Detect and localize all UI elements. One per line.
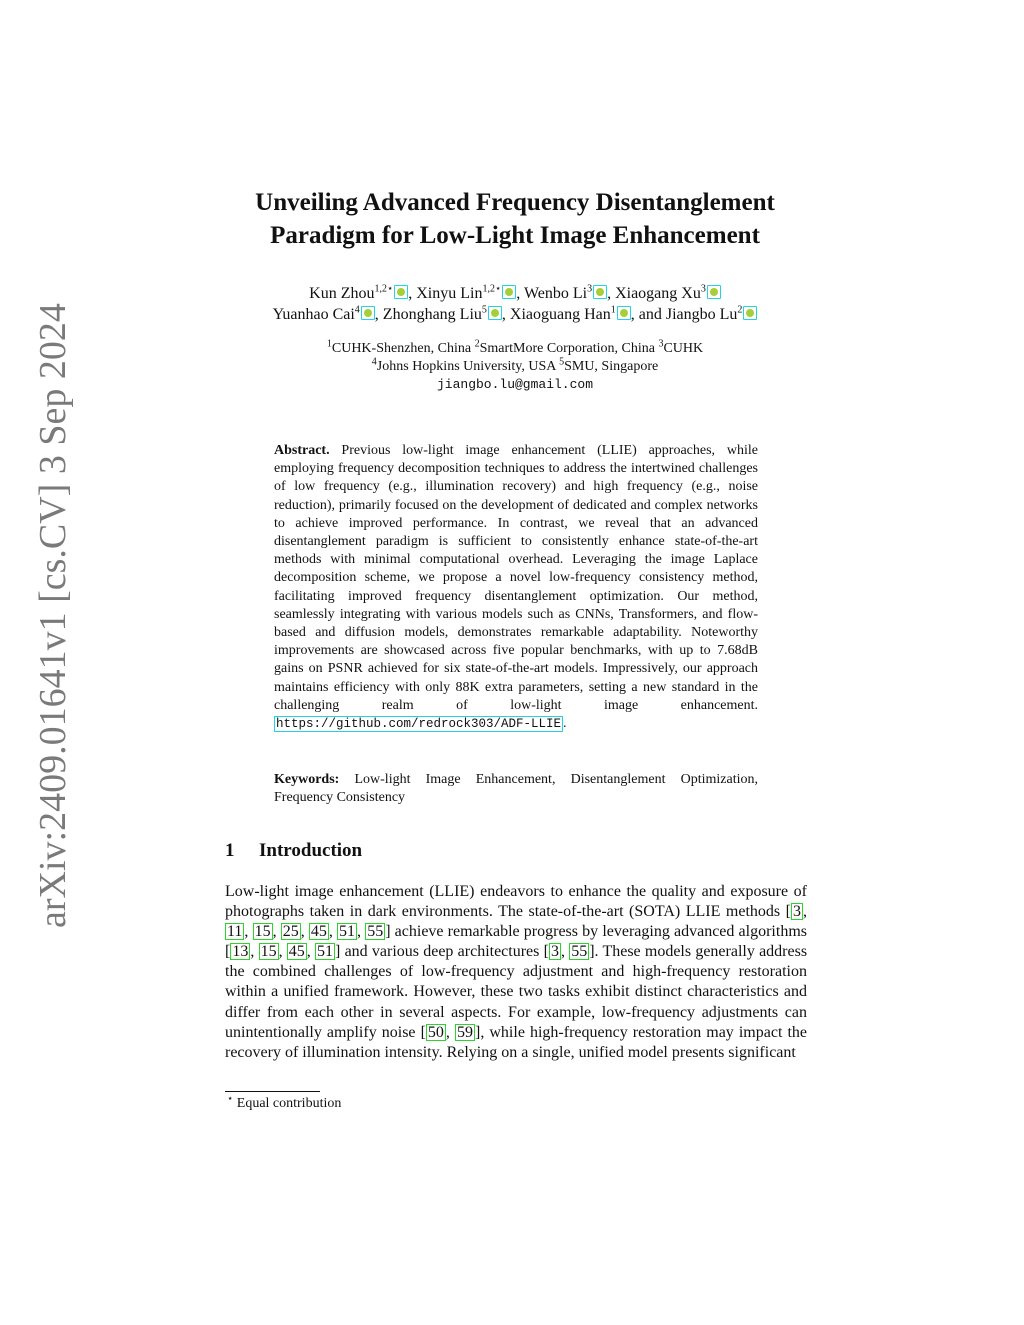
- author-name: Zhonghang Liu: [382, 306, 482, 323]
- section-heading: [225, 840, 725, 862]
- author-name: Wenbo Li: [523, 285, 588, 302]
- citation-link[interactable]: 3: [550, 943, 559, 961]
- citation-link[interactable]: 3: [793, 903, 801, 921]
- orcid-icon[interactable]: [488, 306, 502, 320]
- footnote: [227, 1095, 627, 1113]
- footnote-rule: [225, 1091, 320, 1092]
- citation-link[interactable]: 59: [456, 1023, 473, 1041]
- citation-link[interactable]: 11: [227, 923, 243, 941]
- abstract-text: Previous low-light image enhancement (LLIE) approaches, while employing frequency decomposition techniques to address the intertwined challenges of low frequency (e.g., illumination recovery) and high frequency (e.g., noise reduction), primarily focused on the development of dedicated and complex networks to achieve improved performance. In contrast, we reveal that an advanced disentanglement paradigm is sufficient to consistently enhance state-of-the-art methods with minimal computational overhead. Leveraging the image Laplace decomposition scheme, we propose a novel low-frequency consistency method, facilitating improved frequency disentanglement optimization. Our method, seamlessly integrating with various models such as CNNs, Transformers, and flow-based and diffusion models, demonstrates remarkable adaptability. Noteworthy improvements are showcased across five popular benchmarks, with up to 7.68dB gains on PSNR achieved for six state-of-the-art models. Impressively, our approach maintains efficiency with only 88K extra parameters, setting a new standard in the challenging realm of low-light image enhancement.: [274, 443, 758, 713]
- citation-link[interactable]: 55: [571, 943, 588, 961]
- citation-link[interactable]: 55: [367, 923, 384, 941]
- citation-link[interactable]: 13: [232, 943, 249, 961]
- author-name: Jiangbo Lu: [665, 306, 738, 323]
- keywords: [274, 771, 758, 807]
- footnote-text: Equal contribution: [233, 1096, 342, 1111]
- author-name: Yuanhao Cai: [272, 306, 355, 323]
- section-number: 1: [225, 840, 235, 861]
- author-name: Xiaoguang Han: [509, 306, 611, 323]
- author-line-1: Kun Zhou$^{1,2⋆}$ , Xinyu Lin$^{1,2⋆}$ , Wenbo Li$^3$ , Xiaogang Xu$^3$: [200, 283, 830, 304]
- affiliation-line-1: $^1$CUHK-Shenzhen, China $^2$SmartMore Corporation, China $^3$CUHK: [326, 338, 704, 356]
- citation-link[interactable]: 51: [339, 923, 356, 941]
- introduction-paragraph: Low-light image enhancement (LLIE) endeavors to enhance the quality and exposure of photographs taken in dark environments. The state-of-the-art (SOTA) LLIE methods [ 3 , 11 , 15 , 25 , 45 , 51 , 55 ] achieve remarkable progress by leveraging advanced algorithms [ 13 , 15 , 45 , 51 ] and various deep architectures [ 3 , 55 ]. These models generally address the combined challenges of low-frequency adjustment and high-frequency restoration within a unified framework. However, these two tasks exhibit distinct characteristics and differ from each other in several aspects. For example, low-frequency adjustments can unintentionally amplify noise [ 50 , 59 ], while high-frequency restoration may impact the recovery of illumination intensity. Relying on a single, unified model presents significant: [225, 883, 808, 1061]
- orcid-icon[interactable]: [593, 285, 607, 299]
- citation-link[interactable]: 51: [317, 943, 334, 961]
- orcid-icon[interactable]: [394, 285, 408, 299]
- abstract-label: Abstract.: [274, 443, 330, 458]
- author-name: Xiaogang Xu: [615, 285, 701, 302]
- paper-title: [200, 186, 830, 252]
- citation-link[interactable]: 15: [254, 923, 271, 941]
- citation-link[interactable]: 45: [310, 923, 327, 941]
- arxiv-identifier: arXiv:2409.01641v1 [cs.CV] 3 Sep 2024: [32, 303, 74, 928]
- keywords-text: Low-light Image Enhancement, Disentanglement Optimization, Frequency Consistency: [274, 772, 758, 806]
- author-name: Xinyu Lin: [416, 285, 483, 302]
- keywords-label: Keywords:: [274, 772, 340, 787]
- title-line-2: Paradigm for Low-Light Image Enhancement: [270, 222, 760, 249]
- author-name: Kun Zhou: [309, 285, 375, 302]
- orcid-icon[interactable]: [707, 285, 721, 299]
- section-title: Introduction: [259, 840, 363, 861]
- code-url-link[interactable]: https://github.com/redrock303/ADF-LLIE: [276, 717, 562, 732]
- citation-link[interactable]: 50: [427, 1023, 444, 1041]
- footnote-mark: ⋆: [227, 1093, 234, 1105]
- affiliations: [200, 340, 830, 394]
- title-line-1: Unveiling Advanced Frequency Disentanglement: [255, 189, 775, 216]
- contact-email[interactable]: jiangbo.lu@gmail.com: [436, 377, 594, 392]
- author-line-2: Yuanhao Cai$^4$ , Zhonghang Liu$^5$ , Xiaoguang Han$^1$ , and Jiangbo Lu$^2$: [200, 304, 830, 325]
- affiliation-line-2: $^4$Johns Hopkins University, USA $^5$SMU, Singapore: [371, 356, 659, 374]
- abstract: Abstract. Previous low-light image enhancement (LLIE) approaches, while employing frequency decomposition techniques to address the intertwined challenges of low frequency (e.g., illumination recovery) and high frequency (e.g., noise reduction), primarily focused on the development of dedicated and complex networks to achieve improved performance. In contrast, we reveal that an advanced disentanglement paradigm is sufficient to consistently enhance state-of-the-art methods with minimal computational overhead. Leveraging the image Laplace decomposition scheme, we propose a novel low-frequency consistency method, facilitating improved frequency disentanglement optimization. Our method, seamlessly integrating with various models such as CNNs, Transformers, and flow-based and diffusion models, demonstrates remarkable adaptability. Noteworthy improvements are showcased across five popular benchmarks, with up to 7.68dB gains on PSNR achieved for six state-of-the-art models. Impressively, our approach maintains efficiency with only 88K extra parameters, setting a new standard in the challenging realm of low-light image enhancement. https://github.com/redrock303/ADF-LLIE .: [274, 443, 758, 732]
- orcid-icon[interactable]: [617, 306, 631, 320]
- orcid-icon[interactable]: [361, 306, 375, 320]
- orcid-icon[interactable]: [502, 285, 516, 299]
- citation-link[interactable]: 15: [260, 943, 277, 961]
- citation-link[interactable]: 45: [288, 943, 305, 961]
- author-list: [200, 283, 830, 325]
- orcid-icon[interactable]: [743, 306, 757, 320]
- citation-link[interactable]: 25: [282, 923, 299, 941]
